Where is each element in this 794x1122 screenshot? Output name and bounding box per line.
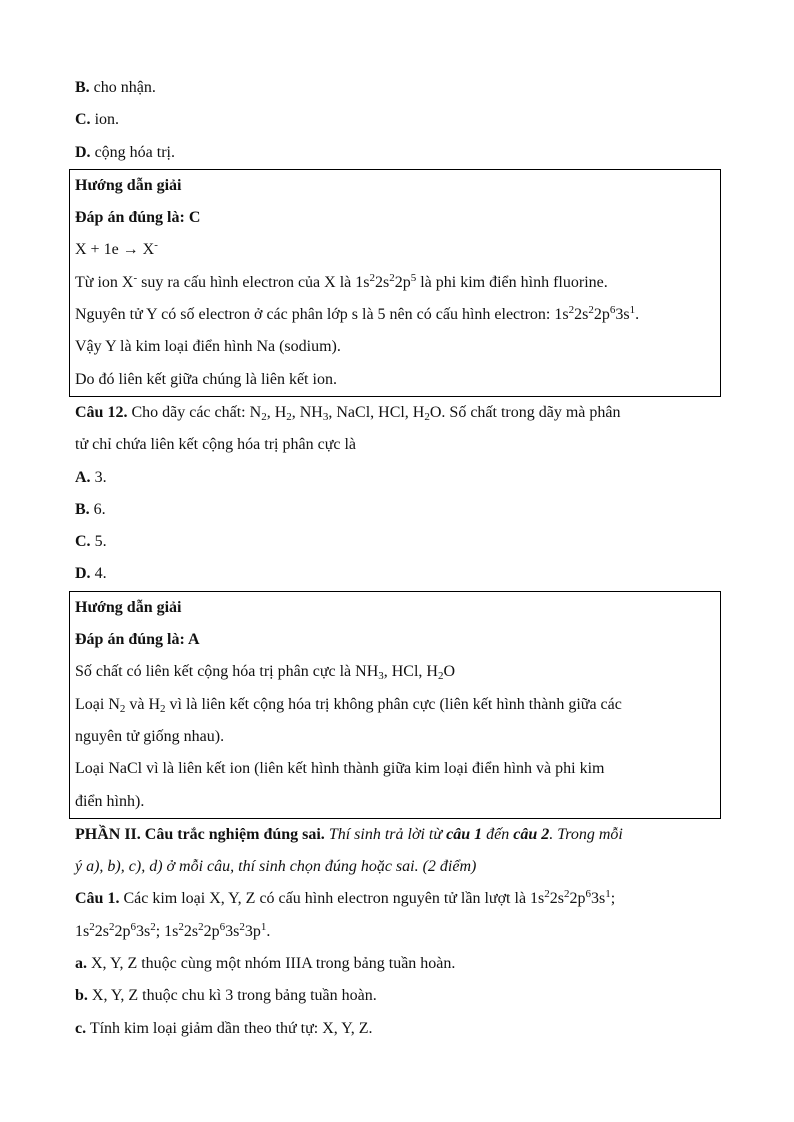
option-text: 4.: [94, 565, 107, 583]
solution-title: Hướng dẫn giải: [75, 176, 182, 194]
question-label: Câu 12.: [75, 403, 128, 421]
question-label: Câu 1.: [75, 890, 120, 908]
solution-answer: Đáp án đúng là: A: [75, 631, 200, 649]
item-text: X, Y, Z thuộc chu kì 3 trong bảng tuần hoàn.: [87, 987, 377, 1005]
q11-option-b[interactable]: [75, 72, 727, 104]
q12-stem: Câu 12. Cho dãy các chất: $N_2$, $H_2$, $NH_3$, NaCl, HCl, $H_2O$. Số chất trong dãy mà phân: [75, 403, 621, 423]
part2-heading-cont: ý a), b), c), d) ở mỗi câu, thí sinh chọn đúng hoặc sai. (2 điểm): [75, 858, 477, 876]
option-text: cộng hóa trị.: [94, 143, 175, 161]
c1-stem-cont: $1s^22s^22p^63s^2$; $1s^22s^22p^63s^23p^1$.: [75, 920, 271, 940]
q11-option-c[interactable]: [75, 104, 727, 136]
q11-option-d[interactable]: [75, 137, 727, 169]
solution-line: Số chất có liên kết cộng hóa trị phân cực là $NH_3$, HCl, $H_2O$: [75, 663, 456, 683]
solution-line: Nguyên tử Y có số electron ở các phân lớp s là 5 nên có cấu hình electron: $1s^22s^22p^63s^1$.: [75, 304, 640, 324]
item-text: X, Y, Z thuộc cùng một nhóm IIIA trong bảng tuần hoàn.: [87, 955, 456, 973]
q12-stem-cont: tử chỉ chứa liên kết cộng hóa trị phân cực là: [75, 436, 357, 454]
solution-line: Loại NaCl vì là liên kết ion (liên kết hình thành giữa kim loại điển hình và phi kim: [75, 760, 605, 778]
c1-item-b[interactable]: [75, 980, 727, 1012]
option-text: cho nhận.: [93, 79, 156, 96]
item-label: b.: [75, 987, 88, 1005]
option-text: ion.: [94, 111, 120, 129]
solution-line: Loại $N_2$ và $H_2$ vì là liên kết cộng hóa trị không phân cực (liên kết hình thành giữa các: [75, 695, 622, 715]
option-text: 5.: [94, 533, 107, 551]
option-label: B.: [75, 500, 90, 518]
part2-heading: PHẦN II. Câu trắc nghiệm đúng sai. Thí sinh trả lời từ câu 1 đến câu 2. Trong mỗi: [75, 825, 623, 843]
option-label: A.: [75, 468, 91, 486]
q12-option-a[interactable]: [75, 462, 727, 494]
solution-line: Vậy Y là kim loại điển hình Na (sodium).: [75, 338, 341, 356]
option-label: B.: [75, 79, 90, 96]
c1-item-c[interactable]: [75, 1013, 727, 1045]
solution-line: nguyên tử giống nhau).: [75, 727, 225, 745]
c1-stem: Câu 1. Các kim loại X, Y, Z có cấu hình electron nguyên tử lần lượt là $1s^22s^22p^63s^1$;: [75, 888, 616, 908]
q12-solution-box: [69, 591, 721, 819]
q11-solution-box: [69, 169, 721, 397]
solution-line: X + 1e → X-: [75, 239, 158, 259]
solution-line: Do đó liên kết giữa chúng là liên kết ion.: [75, 370, 337, 388]
item-label: a.: [75, 955, 87, 973]
c1-item-a[interactable]: [75, 948, 727, 980]
item-text: Tính kim loại giảm dần theo thứ tự: X, Y, Z.: [86, 1019, 373, 1037]
q12-option-d[interactable]: [75, 558, 727, 590]
option-label: D.: [75, 565, 91, 583]
solution-answer: Đáp án đúng là: C: [75, 209, 201, 227]
option-label: D.: [75, 143, 91, 161]
option-label: C.: [75, 533, 91, 551]
option-text: 3.: [94, 468, 107, 486]
solution-line: điển hình).: [75, 792, 145, 810]
option-label: C.: [75, 111, 91, 129]
document-page: [75, 72, 727, 1045]
q12-option-c[interactable]: [75, 526, 727, 558]
q12-option-b[interactable]: [75, 494, 727, 526]
option-text: 6.: [93, 500, 106, 518]
solution-line: Từ ion X- suy ra cấu hình electron của X là $1s^22s^22p^5$ là phi kim điển hình fluorine.: [75, 271, 608, 291]
item-label: c.: [75, 1019, 87, 1037]
solution-title: Hướng dẫn giải: [75, 598, 182, 616]
